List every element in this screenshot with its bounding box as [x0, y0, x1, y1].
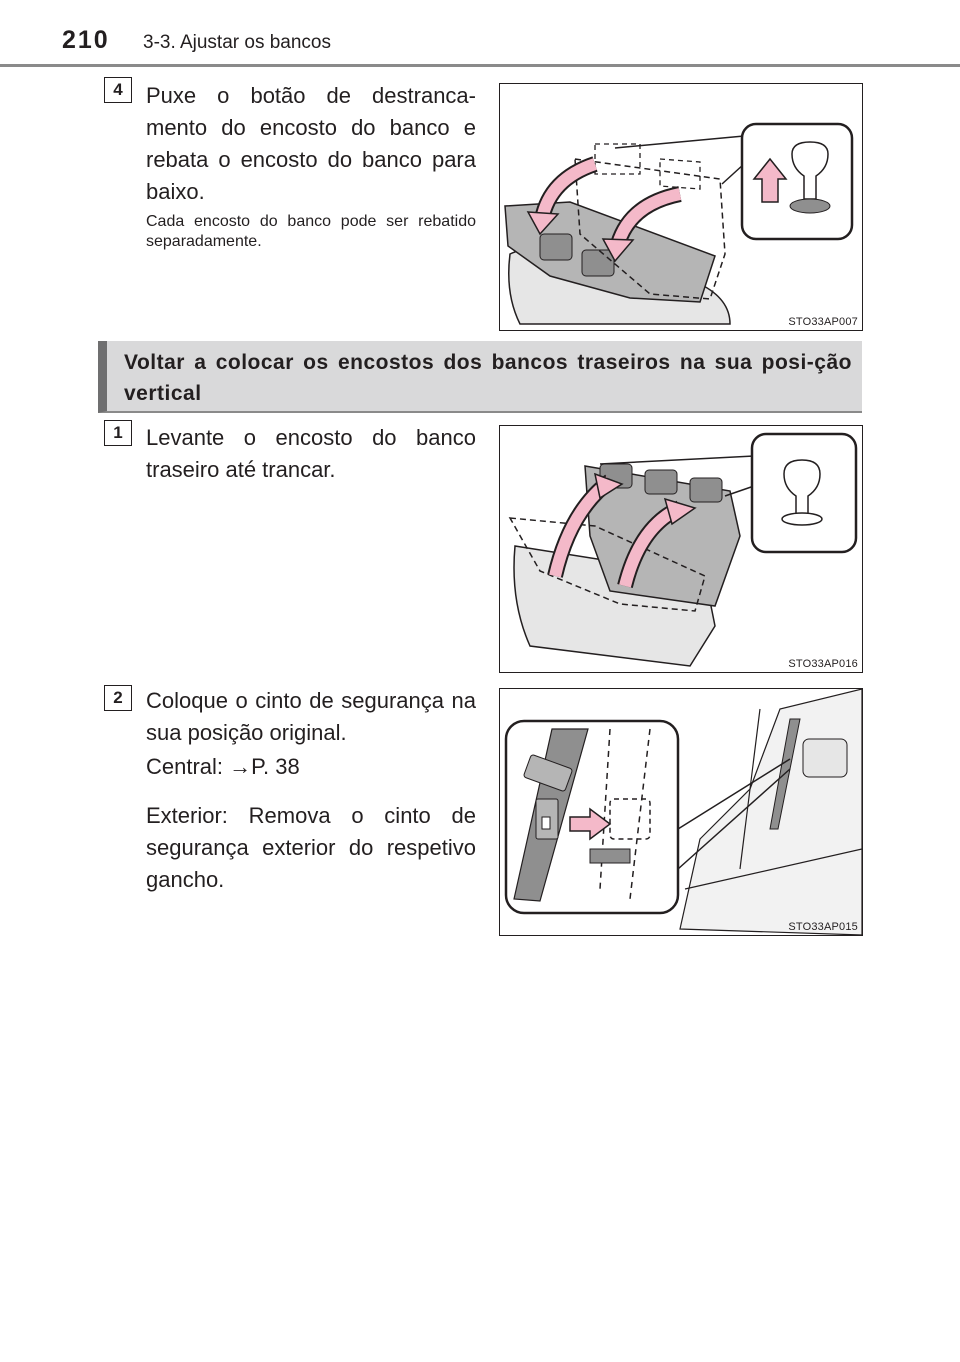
step-2-central: Central: →P. 38 — [146, 754, 300, 779]
seat-raise-illustration — [500, 426, 862, 672]
figure-raise-seatback — [499, 425, 863, 673]
step-number-1: 1 — [104, 420, 132, 446]
step-2-exterior: Exterior: Remova o cinto de segurança exterior do respetivo gancho. — [146, 803, 476, 892]
section-title: 3-3. Ajustar os bancos — [143, 32, 331, 53]
seat-fold-illustration — [500, 84, 862, 330]
subheading-text: Voltar a colocar os encostos dos bancos traseiros na sua posi-ção vertical — [124, 351, 852, 405]
figure-fold-seatback — [499, 83, 863, 331]
step-number-2: 2 — [104, 685, 132, 711]
header-rule — [0, 64, 960, 67]
seatbelt-illustration — [500, 689, 862, 935]
step-4-note: Cada encosto do banco pode ser rebatido separadamente. — [146, 213, 476, 250]
page-number: 210 — [62, 26, 110, 54]
step-2-text: Coloque o cinto de segurança na sua posição original. — [146, 688, 476, 745]
step-4-text: Puxe o botão de destranca-mento do encosto do banco e rebata o encosto do banco para baixo. — [146, 83, 476, 204]
subheading-banner — [98, 341, 862, 413]
figure-seatbelt — [499, 688, 863, 936]
figure-code: STO33AP015 — [788, 921, 858, 933]
step-1-text: Levante o encosto do banco traseiro até trancar. — [146, 425, 476, 482]
step-number-4: 4 — [104, 77, 132, 103]
figure-code: STO33AP007 — [788, 316, 858, 328]
figure-code: STO33AP016 — [788, 658, 858, 670]
